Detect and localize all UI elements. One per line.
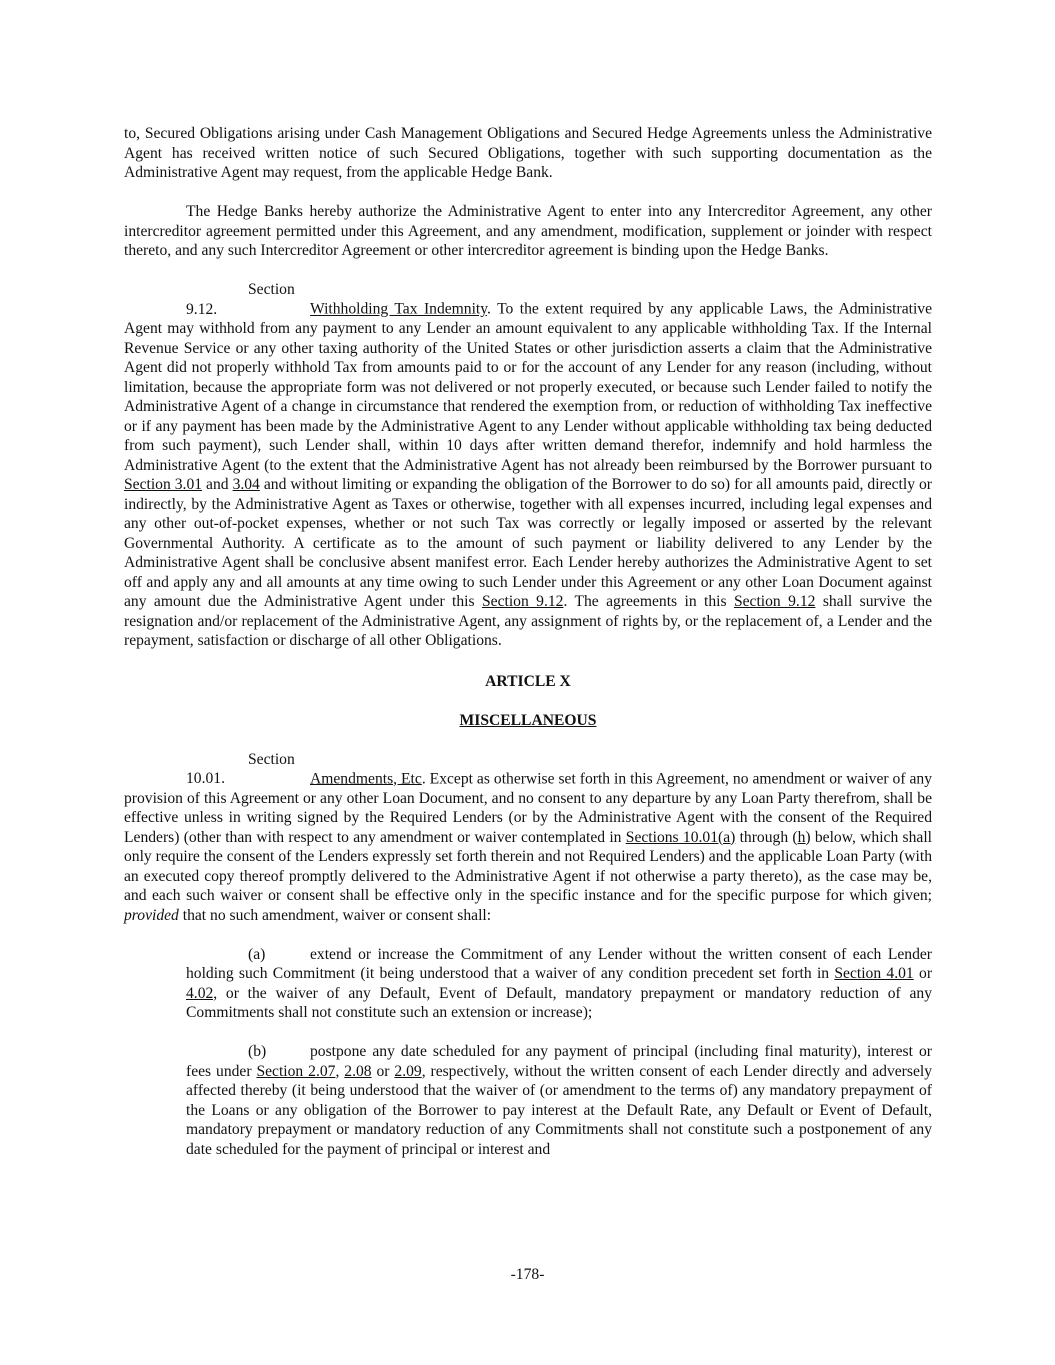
cross-reference: Section 4.01 — [834, 965, 914, 982]
cross-reference: Sections 10.01(a) — [625, 828, 736, 846]
clause-b — [186, 1042, 932, 1159]
clause-text: , respectively, without the written consent of each Lender directly and adversely affected thereby (it being understood that the waiver of (or amendment to the terms of) any mandatory prepayment of the Loans or any obligation of the Borrower to pay interest at the Default Rate, any Default or Event of Default, mandatory prepayment or mandatory reduction of any Commitments shall not constitute such a postponement of any date scheduled for the payment of principal or interest and — [186, 1062, 932, 1158]
clause-text: or — [371, 1062, 395, 1080]
clause-label: (a) — [248, 945, 266, 963]
clause-text: , — [335, 1062, 345, 1080]
clause-label: (b) — [248, 1043, 267, 1060]
cross-reference: 2.09 — [394, 1062, 422, 1080]
section-text: shall survive the resignation and/or replacement of the Administrative Agent, any assignment of rights by, or the replacement of, a Lender and the repayment, satisfaction or discharge of all other Obligations. — [124, 593, 933, 649]
cross-reference: 4.02, — [186, 984, 218, 1002]
section-text: and without limiting or expanding the obligation of the Borrower to do so) for all amounts paid, directly or indirectly, by the Administrative Agent as Taxes or otherwise, together with all expenses incurred, including legal expenses and any other out-of-pocket expenses, whether or not such Tax was correctly or legally imposed or asserted by the relevant Governmental Authority. A certificate as to the amount of such payment or liability delivered to any Lender by the Administrative Agent shall be conclusive absent manifest error. Each Lender hereby authorizes the Administrative Agent to set off and apply any and all amounts at any time owing to such Lender under this Agreement or any other Loan Document against any amount due the Administrative Agent under this — [124, 476, 933, 610]
clause-a — [186, 945, 932, 1023]
page-number: -178- — [510, 1266, 545, 1283]
article-subtitle-text: MISCELLANEOUS — [459, 711, 597, 729]
section-text: below, which shall only require the consent of the Lenders expressly set forth therein and not Required Lenders) and the applicable Loan Party (with an executed copy thereof promptly delivered to the Administrative Agent if not otherwise a party thereto), as the case may be, and each such waiver or consent shall be effective only in the specific instance and for the specific purpose for which given; — [124, 828, 933, 904]
section-10-01 — [124, 750, 932, 926]
paragraph-continuation: to, Secured Obligations arising under Cash Management Obligations and Secured Hedge Agreements unless the Administrative Agent has received written notice of such Secured Obligations, together with such supporting documentation as the Administrative Agent may request, from the applicable Hedge Bank. — [124, 125, 932, 181]
section-title: Withholding Tax Indemnity — [310, 300, 488, 318]
cross-reference: Section 9.12 — [733, 593, 816, 610]
section-text: . Except as otherwise set forth in this Agreement, no amendment or waiver of any provision of this Agreement or any other Loan Document, and no consent to any departure by any Loan Party therefrom, shall be effective unless in writing signed by the Required Lenders (or by the Administrative Agent with the consent of the Required Lenders) (other than with respect to any amendment or waiver contemplated in — [124, 770, 933, 846]
section-number: Section 10.01. — [186, 750, 295, 787]
clause-text: postpone any date scheduled for any payment of principal (including final maturity), interest or fees under — [186, 1043, 932, 1080]
clause-text: or the waiver of any Default, Event of Default, mandatory prepayment or mandatory reduction of any Commitments shall not constitute such an extension or increase); — [186, 984, 932, 1021]
section-text: through — [735, 828, 793, 846]
section-9-12 — [124, 280, 932, 651]
cross-reference: (h) — [792, 828, 811, 846]
cross-reference: Section 9.12 — [481, 593, 564, 610]
cross-reference: Section 2.07 — [256, 1062, 336, 1080]
cross-reference: 2.08 — [344, 1062, 372, 1080]
clause-text: or — [913, 965, 933, 982]
section-number: Section 9.12. — [186, 281, 295, 318]
section-text: . The agreements in this — [563, 593, 734, 610]
provided-term: provided — [124, 906, 179, 924]
cross-reference: Section 3.01 — [124, 476, 203, 493]
section-title: Amendments, Etc — [310, 770, 422, 787]
section-text: that no such amendment, waiver or consent shall: — [178, 906, 492, 924]
document-page — [124, 124, 932, 1159]
section-text: and — [202, 476, 233, 493]
clause-text: extend or increase the Commitment of any Lender without the written consent of each Lender holding such Commitment (it being understood that a waiver of any condition precedent set forth in — [186, 945, 932, 982]
section-text: . To the extent required by any applicable Laws, the Administrative Agent may withhold from any payment to any Lender an amount equivalent to any applicable withholding Tax. If the Internal Revenue Service or any other taxing authority of the United States or other jurisdiction asserts a claim that the Administrative Agent did not properly withhold Tax from amounts paid to or for the account of any Lender for any reason (including, without limitation, because the appropriate form was not delivered or not properly executed, or because such Lender failed to notify the Administrative Agent of a change in circumstance that rendered the exemption from, or reduction of withholding Tax ineffective or if any payment has been made by the Administrative Agent to any Lender without applicable withholding tax being deducted from such payment), such Lender shall, within 10 days after written demand therefor, indemnify and hold harmless the Administrative Agent (to the extent that the Administrative Agent has not already been reimbursed by the Borrower pursuant to — [124, 300, 932, 474]
paragraph-hedge-banks: The Hedge Banks hereby authorize the Administrative Agent to enter into any Intercreditor Agreement, any other intercreditor agreement permitted under this Agreement, and any amendment, modification, supplement or joinder with respect thereto, and any such Intercreditor Agreement or other intercreditor agreement is binding upon the Hedge Banks. — [124, 203, 932, 259]
cross-reference: 3.04 — [232, 476, 260, 493]
article-subtitle — [124, 711, 932, 731]
article-title: ARTICLE X — [485, 672, 571, 690]
